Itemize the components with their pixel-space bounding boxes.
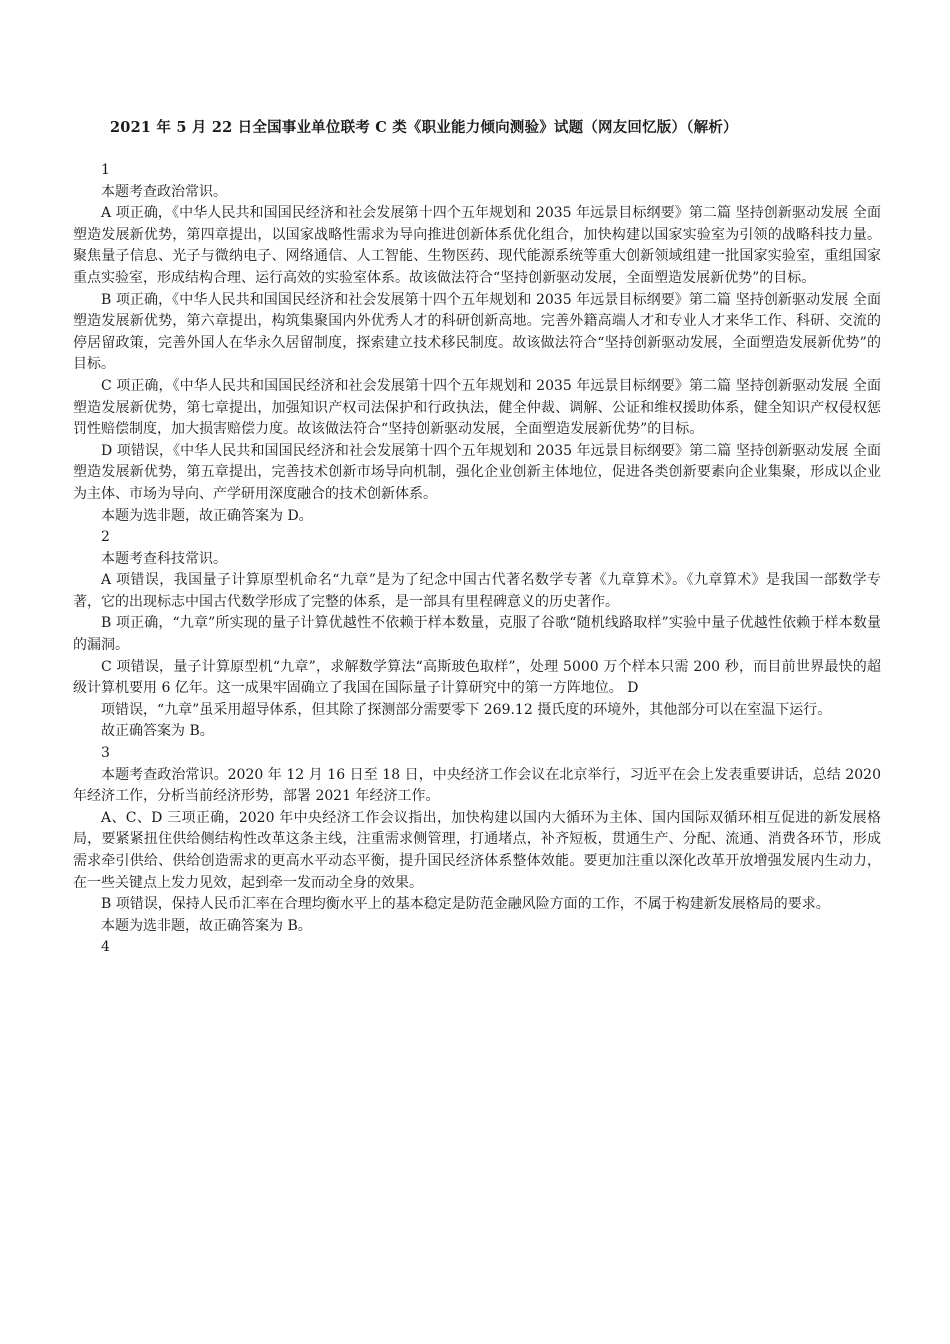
q1-option-a: A 项正确，《中华人民共和国国民经济和社会发展第十四个五年规划和 2035 年远景目标纲要》第二篇 坚持创新驱动发展 全面塑造发展新优势，第四章提出，以国家战略性需求为导向推进创新体系优化组合，加快构建以国家实验室为引领的战略科技力量。聚焦量子信息、光子与微纳电子、网络通信、人工智能、生物医药、现代能源系统等重大创新领域组建一批国家实验室，重组国家重点实验室，形成结构合理、运行高效的实验室体系。故该做法符合“坚持创新驱动发展，全面塑造发展新优势”的目标。 — [73, 205, 881, 286]
question-number-3: 3 — [101, 745, 110, 762]
q1-intro: 本题考查政治常识。 — [101, 183, 227, 200]
q1-answer: 本题为选非题，故正确答案为 D。 — [101, 507, 313, 524]
q2-option-c: C 项错误，量子计算原型机“九章”，求解数学算法“高斯玻色取样”，处理 5000 万个样本只需 200 秒，而目前世界最快的超级计算机要用 6 亿年。这一成果牢固确立了我国在国际量子计算研究中的第一方阵地位。 D — [73, 658, 881, 697]
document-body — [73, 160, 881, 959]
q1-option-c: C 项正确，《中华人民共和国国民经济和社会发展第十四个五年规划和 2035 年远景目标纲要》第二篇 坚持创新驱动发展 全面塑造发展新优势，第七章提出，加强知识产权司法保护和行政执法，健全仲裁、调解、公证和维权援助体系，健全知识产权侵权惩罚性赔偿制度，加大损害赔偿力度。故该做法符合“坚持创新驱动发展，全面塑造发展新优势”的目标。 — [73, 377, 881, 438]
question-number-4: 4 — [101, 939, 110, 956]
q2-option-d: 项错误，“九章”虽采用超导体系，但其除了探测部分需要零下 269.12 摄氏度的环境外，其他部分可以在室温下运行。 — [101, 701, 832, 718]
q3-option-b: B 项错误，保持人民币汇率在合理均衡水平上的基本稳定是防范金融风险方面的工作，不属于构建新发展格局的要求。 — [101, 896, 830, 913]
q1-option-b: B 项正确，《中华人民共和国国民经济和社会发展第十四个五年规划和 2035 年远景目标纲要》第二篇 坚持创新驱动发展 全面塑造发展新优势，第六章提出，构筑集聚国内外优秀人才的科研创新高地。完善外籍高端人才和专业人才来华工作、科研、交流的停居留政策，完善外国人在华永久居留制度，探索建立技术移民制度。故该做法符合“坚持创新驱动发展，全面塑造发展新优势”的目标。 — [73, 291, 881, 373]
q1-option-d: D 项错误，《中华人民共和国国民经济和社会发展第十四个五年规划和 2035 年远景目标纲要》第二篇 坚持创新驱动发展 全面塑造发展新优势，第五章提出，完善技术创新市场导向机制，强化企业创新主体地位，促进各类创新要素向企业集聚，形成以企业为主体、市场为导向、产学研用深度融合的技术创新体系。 — [73, 442, 881, 502]
q2-option-a: A 项错误，我国量子计算原型机命名“九章”是为了纪念中国古代著名数学专著《九章算术》。《九章算术》是我国一部数学专著，它的出现标志中国古代数学形成了完整的体系，是一部具有里程碑意义的历史著作。 — [73, 572, 881, 610]
q3-option-acd: A、C、D 三项正确，2020 年中央经济工作会议指出，加快构建以国内大循环为主体、国内国际双循环相互促进的新发展格局，要紧紧扭住供给侧结构性改革这条主线，注重需求侧管理，打通堵点，补齐短板，贯通生产、分配、流通、消费各环节，形成需求牵引供给、供给创造需求的更高水平动态平衡，提升国民经济体系整体效能。要更加注重以深化改革开放增强发展内生动力，在一些关键点上发力见效，起到牵一发而动全身的效果。 — [73, 809, 881, 891]
q3-answer: 本题为选非题，故正确答案为 B。 — [101, 917, 312, 934]
q2-intro: 本题考查科技常识。 — [101, 550, 227, 567]
question-number-1: 1 — [101, 162, 110, 178]
page-title: 2021 年 5 月 22 日全国事业单位联考 C 类《职业能力倾向测验》试题（网友回忆版）（解析） — [110, 119, 738, 136]
question-number-2: 2 — [101, 529, 110, 546]
q3-intro: 本题考查政治常识。2020 年 12 月 16 日至 18 日，中央经济工作会议在北京举行，习近平在会上发表重要讲话，总结 2020 年经济工作，分析当前经济形势，部署 2021 年经济工作。 — [73, 766, 881, 805]
q2-option-b: B 项正确，“九章”所实现的量子计算优越性不依赖于样本数量，克服了谷歌“随机线路取样”实验中量子优越性依赖于样本数量的漏洞。 — [73, 615, 881, 654]
q2-answer: 故正确答案为 B。 — [101, 723, 214, 740]
